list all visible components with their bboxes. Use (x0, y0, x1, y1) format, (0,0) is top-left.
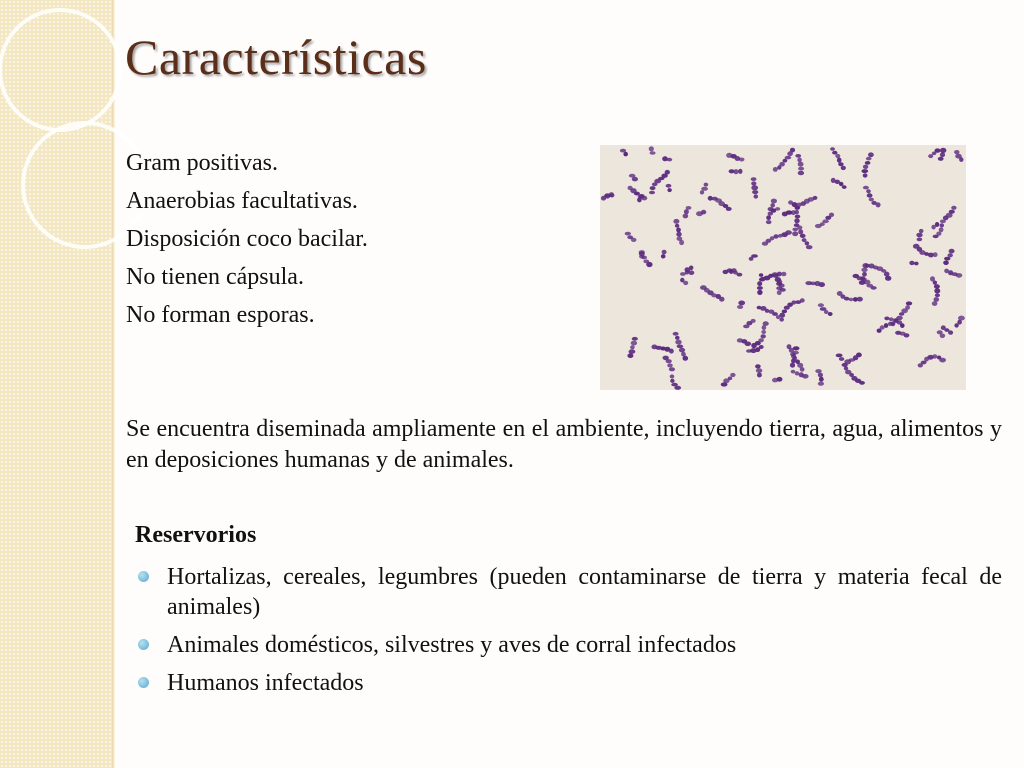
feature-item: No forman esporas. (126, 302, 315, 328)
reservoir-item (135, 630, 1002, 660)
bacteria-micrograph-image (600, 145, 966, 390)
decorative-circles-icon (0, 0, 140, 300)
feature-item: No tienen cápsula. (126, 264, 304, 290)
bullet-icon (138, 677, 149, 688)
feature-item: Disposición coco bacilar. (126, 226, 368, 252)
reservoir-item (135, 562, 1002, 622)
environment-paragraph: Se encuentra diseminada ampliamente en el ambiente, incluyendo tierra, agua, alimentos y en deposiciones humanas y de animales. (126, 416, 1002, 473)
bullet-icon (138, 571, 149, 582)
feature-item: Anaerobias facultativas. (126, 188, 358, 214)
reservoir-item-text: Hortalizas, cereales, legumbres (pueden contaminarse de tierra y materia fecal de animales) (167, 564, 1002, 620)
reservoirs-list (135, 562, 1002, 706)
micrograph-icon (600, 145, 966, 390)
reservoir-item (135, 668, 1002, 698)
features-list (126, 144, 368, 334)
feature-item: Gram positivas. (126, 150, 278, 176)
slide-title: Características (125, 29, 427, 85)
bullet-icon (138, 639, 149, 650)
reservoir-item-text: Animales domésticos, silvestres y aves de corral infectados (167, 632, 737, 658)
reservoir-item-text: Humanos infectados (167, 670, 364, 696)
reservoirs-heading: Reservorios (135, 522, 257, 548)
